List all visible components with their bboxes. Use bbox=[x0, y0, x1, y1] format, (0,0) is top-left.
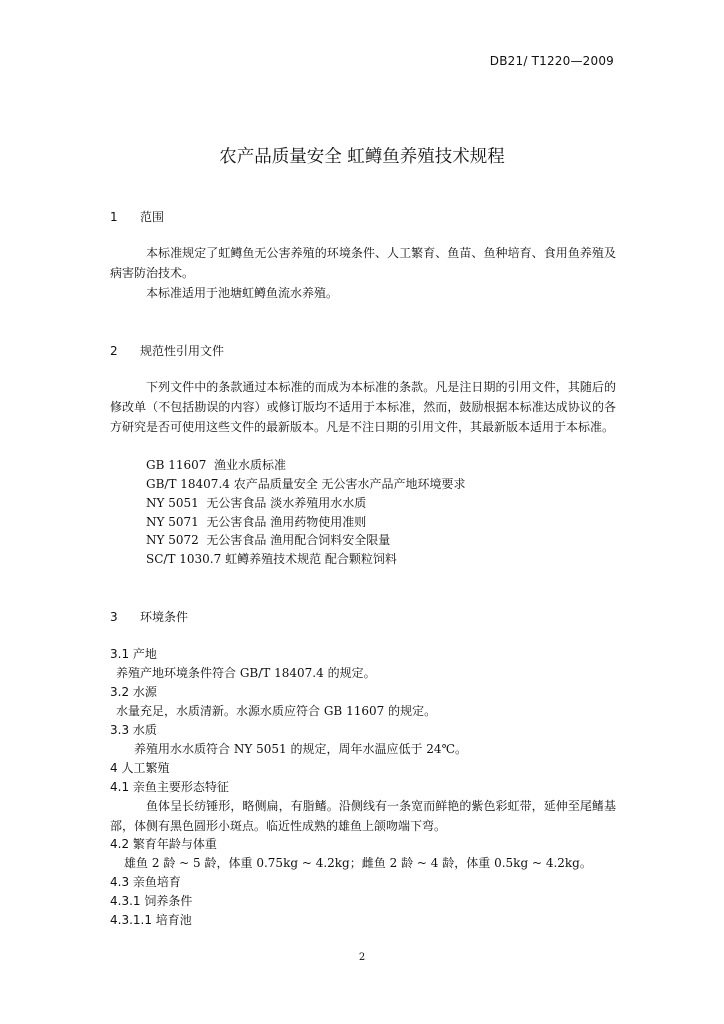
subsection-4-3-1-1-title: 4.3.1.1 培育池 bbox=[110, 913, 192, 927]
section-2-heading bbox=[110, 342, 224, 359]
section-2-paragraph: 下列文件中的条款通过本标准的而成为本标准的条款。凡是注日期的引用文件，其随后的修改单（不包括勘误的内容）或修订版均不适用于本标准，然而，鼓励根据本标准达成协议的各方研究是否可使用这些文件的最新版本。凡是不注日期的引用文件，其最新版本适用于本标准。 bbox=[110, 380, 616, 434]
section-title: 环境条件 bbox=[140, 610, 189, 624]
section-title: 规范性引用文件 bbox=[140, 344, 225, 358]
section-number: 1 bbox=[110, 210, 118, 224]
reference-item: NY 5071 无公害食品 渔用药物使用准则 bbox=[146, 515, 367, 529]
subsection-4-3-title: 4.3 亲鱼培育 bbox=[110, 875, 181, 889]
reference-item: GB 11607 渔业水质标准 bbox=[146, 458, 287, 472]
section-number: 3 bbox=[110, 610, 118, 624]
standard-code: DB21/ T1220—2009 bbox=[489, 54, 614, 68]
reference-item: NY 5072 无公害食品 渔用配合饲料安全限量 bbox=[146, 533, 391, 547]
subsection-4-1-text: 鱼体呈长纺锤形，略侧扁，有脂鳍。沿侧线有一条宽而鲜艳的紫色彩虹带，延伸至尾鳍基部，体侧有黑色圆形小斑点。临近性成熟的雄鱼上颌吻端下弯。 bbox=[110, 799, 616, 833]
section-4-heading: 4 人工繁殖 bbox=[110, 761, 170, 775]
section-1-paragraph-2: 本标准适用于池塘虹鳟鱼流水养殖。 bbox=[146, 286, 339, 300]
reference-item: GB/T 18407.4 农产品质量安全 无公害水产品产地环境要求 bbox=[146, 477, 466, 491]
subsection-4-3-1-title: 4.3.1 饲养条件 bbox=[110, 894, 193, 908]
subsection-4-1-title: 4.1 亲鱼主要形态特征 bbox=[110, 780, 229, 794]
subsection-3-1-text: 养殖产地环境条件符合 GB/T 18407.4 的规定。 bbox=[116, 666, 376, 680]
subsection-3-1-title: 3.1 产地 bbox=[110, 647, 157, 661]
subsection-3-2-text: 水量充足，水质清新。水源水质应符合 GB 11607 的规定。 bbox=[116, 704, 437, 718]
section-1-paragraph-1: 本标准规定了虹鳟鱼无公害养殖的环境条件、人工繁育、鱼苗、鱼种培育、食用鱼养殖及病害防治技术。 bbox=[110, 246, 616, 280]
reference-item: SC/T 1030.7 虹鳟养殖技术规范 配合颗粒饲料 bbox=[146, 552, 397, 566]
subsection-4-2-text: 雄鱼 2 龄 ~ 5 龄，体重 0.75kg ~ 4.2kg；雌鱼 2 龄 ~ 4 龄，体重 0.5kg ~ 4.2kg。 bbox=[124, 856, 592, 870]
subsection-4-2-title: 4.2 繁育年龄与体重 bbox=[110, 837, 217, 851]
document-title: 农产品质量安全 虹鳟鱼养殖技术规程 bbox=[219, 147, 505, 167]
subsection-3-2-title: 3.2 水源 bbox=[110, 685, 157, 699]
section-1-heading bbox=[110, 208, 164, 225]
page-number: 2 bbox=[358, 952, 366, 963]
section-number: 2 bbox=[110, 344, 118, 358]
reference-item: NY 5051 无公害食品 淡水养殖用水水质 bbox=[146, 496, 367, 510]
section-3-heading bbox=[110, 608, 188, 625]
section-title: 范围 bbox=[140, 210, 165, 224]
subsection-3-3-text: 养殖用水水质符合 NY 5051 的规定，周年水温应低于 24℃。 bbox=[134, 742, 468, 756]
subsection-3-3-title: 3.3 水质 bbox=[110, 723, 157, 737]
